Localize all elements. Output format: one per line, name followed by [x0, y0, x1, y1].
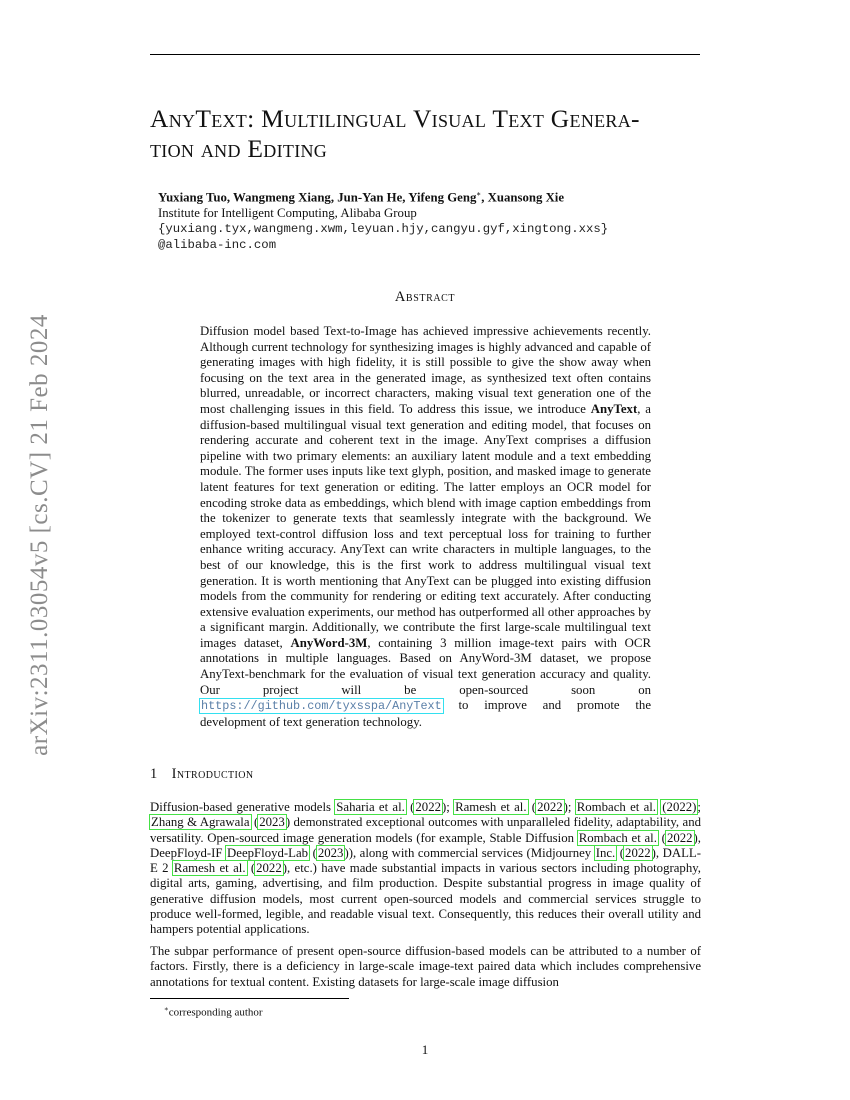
top-rule	[150, 54, 700, 55]
citation-link[interactable]: Saharia et al.	[336, 800, 405, 814]
author-names: Yuxiang Tuo, Wangmeng Xiang, Jun-Yan He, Yifeng Geng∗, Xuansong Xie	[158, 190, 565, 205]
paper-title-line-2: tion and Editing	[150, 134, 328, 163]
affiliation: Institute for Intelligent Computing, Alibaba Group	[158, 206, 417, 221]
intro-paragraph-1: Diffusion-based generative models Saharia et al. (2022); Ramesh et al. (2022); Rombach et al. (2022); Zhang & Agrawala (2023) demonstrated exceptional outcomes with unparalleled fidelity, adaptability, and versatility. Open-sourced image generation models (for example, Stable Diffusion Rombach et al. (2022), DeepFloyd-IF DeepFloyd-Lab (2023)), along with commercial services (Midjourney Inc. (2022), DALL-E 2 Ramesh et al. (2022), etc.) have made substantial impacts in various sectors including photography, digital arts, gaming, advertising, and film production. Despite substantial progress in image quality of generative diffusion models, most current open-sourced models and commercial services struggle to produce well-formed, legible, and readable visual text. Consequently, this reduces their overall utility and hampers potential applications.	[150, 800, 701, 937]
section-heading-introduction: 1 Introduction	[150, 766, 254, 782]
emails-line-1: {yuxiang.tyx,wangmeng.xwm,leyuan.hjy,cangyu.gyf,xingtong.xxs}	[158, 222, 609, 237]
citation-link[interactable]: 2023	[259, 815, 285, 830]
footnote: ∗corresponding author	[164, 1005, 263, 1019]
paper-title	[150, 104, 710, 164]
github-link[interactable]: https://github.com/tyxsspa/AnyText	[201, 699, 442, 714]
citation-link[interactable]: Rombach et al.	[576, 800, 657, 814]
citation-link[interactable]: (2022)	[662, 800, 697, 814]
citation-link[interactable]: 2023	[317, 845, 344, 860]
citation-link[interactable]: Ramesh et al.	[455, 800, 527, 814]
author-block	[158, 186, 718, 253]
intro-paragraph-2: The subpar performance of present open-source diffusion-based models can be attributed to a number of factors. Firstly, there is a deficiency in large-scale image-text paired data which includes comprehensive annotations for textual content. Existing datasets for large-scale image diffusion	[150, 944, 701, 989]
anytext-bold: AnyText	[590, 401, 638, 416]
citation-link[interactable]: 2022	[415, 800, 441, 814]
emails-line-2: @alibaba-inc.com	[158, 238, 277, 253]
citation-link[interactable]: Inc.	[595, 845, 616, 860]
footnote-mark: ∗	[164, 1005, 169, 1013]
citation-link[interactable]: DeepFloyd-Lab	[227, 845, 309, 860]
page-number: 1	[421, 1042, 429, 1057]
section-number: 1	[150, 766, 158, 782]
citation-link[interactable]: 2022	[256, 861, 282, 876]
abstract-body: Diffusion model based Text-to-Image has achieved impressive achievements recently. Although current technology for synthesizing images is highly advanced and capable of generating images with high fidelity, it is still possible to give the show away when focusing on the text area in the generated image, as synthesized text often contains blurred, unreadable, or incorrect characters, making visual text generation one of the most challenging issues in this field. To address this issue, we introduce AnyText, a diffusion-based multilingual visual text generation and editing model, that focuses on rendering accurate and coherent text in the image. AnyText comprises a diffusion pipeline with two primary elements: an auxiliary latent module and a text embedding module. The former uses inputs like text glyph, position, and masked image to generate latent features for text generation or editing. The latter employs an OCR model for encoding stroke data as embeddings, which blend with image caption embeddings from the tokenizer to generate texts that seamlessly integrate with the background. We employed text-control diffusion loss and text perceptual loss for training to further enhance writing accuracy. AnyText can write characters in multiple languages, to the best of our knowledge, this is the first work to address multilingual visual text generation. It is worth mentioning that AnyText can be plugged into existing diffusion models from the community for rendering or editing text accurately. After conducting extensive evaluation experiments, our method has outperformed all other approaches by a significant margin. Additionally, we contribute the first large-scale multilingual text images dataset, AnyWord-3M, containing 3 million image-text pairs with OCR annotations in multiple languages. Based on AnyWord-3M dataset, we propose AnyText-benchmark for the evaluation of visual text generation accuracy and quality. Our project will be open-sourced soon on https://github.com/tyxsspa/AnyText to improve and promote the development of text generation technology.	[200, 324, 651, 729]
citation-link[interactable]: Ramesh et al.	[173, 861, 246, 876]
citation-link[interactable]: Zhang & Agrawala	[151, 815, 250, 830]
anyword-bold: AnyWord-3M	[290, 635, 368, 650]
citation-link[interactable]: 2022	[666, 830, 693, 845]
abstract-heading: Abstract	[394, 289, 456, 305]
paper-title-line-1: AnyText: Multilingual Visual Text Genera-	[150, 104, 640, 133]
citation-link[interactable]: 2022	[625, 845, 651, 860]
corresponding-mark: ∗	[476, 190, 482, 198]
footnote-rule	[150, 998, 349, 999]
citation-link[interactable]: 2022	[537, 800, 563, 814]
arxiv-stamp: arXiv:2311.03054v5 [cs.CV] 21 Feb 2024	[26, 314, 53, 756]
citation-link[interactable]: Rombach et al.	[578, 830, 657, 845]
